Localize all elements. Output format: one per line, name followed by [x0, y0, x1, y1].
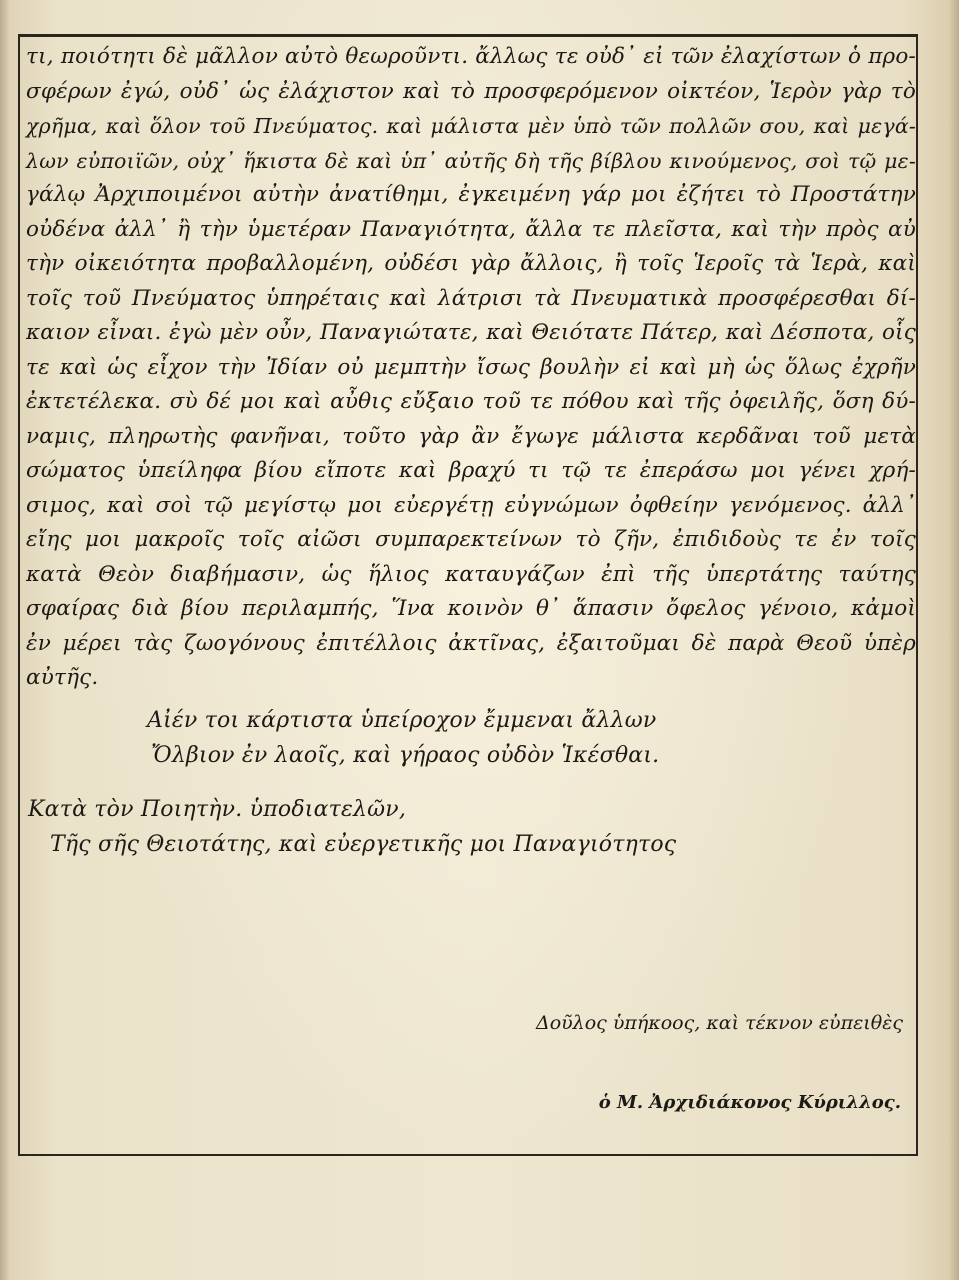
verse-line: Αἰέν τοι κάρτιστα ὑπείροχον ἔμμεναι ἄλλων — [147, 708, 657, 733]
text-line: εἴης μοι μακροῖς τοῖς αἰῶσι συμπαρεκτείνων τὸ ζῆν, ἐπιδιδοὺς τε ἐν τοῖς — [26, 527, 916, 552]
text-line: σιμος, καὶ σοὶ τῷ μεγίστῳ μοι εὐεργέτῃ εὐγνώμων ὀφθείην γενόμενος. ἀλλ᾽ — [26, 492, 916, 518]
text-line: σώματος ὑπείληφα βίου εἴποτε καὶ βραχύ τι τῷ τε ἐπεράσω μοι γένει χρή- — [26, 458, 916, 483]
verse-quotation — [147, 704, 707, 773]
text-line: ἐκτετέλεκα. σὺ δέ μοι καὶ αὖθις εὔξαιο τοῦ τε πόθου καὶ τῆς ὀφειλῆς, ὅση δύ- — [26, 389, 916, 414]
signature-line: ὁ Μ. Ἀρχιδιάκονος Κύριλλος. — [598, 1092, 901, 1113]
verse-line: Ὄλβιον ἐν λαοῖς, καὶ γήραος οὐδὸν Ἱκέσθαι. — [151, 742, 660, 768]
text-line: τοῖς τοῦ Πνεύματος ὑπηρέταις καὶ λάτρισι τὰ Πνευματικὰ προσφέρεσθαι δί- — [26, 285, 916, 311]
text-line: τε καὶ ὡς εἶχον τὴν Ἰδίαν οὐ μεμπτὴν ἴσως βουλὴν εἰ καὶ μὴ ὡς ὅλως ἐχρῆν — [26, 354, 916, 380]
text-line: χρῆμα, καὶ ὅλον τοῦ Πνεύματος. καὶ μάλιστα μὲν ὑπὸ τῶν πολλῶν σου, καὶ μεγά- — [26, 114, 916, 138]
page-edge-shadow-right — [949, 0, 959, 1280]
dedication-paragraph — [26, 40, 916, 696]
text-line: ναμις, πληρωτὴς φανῆναι, τοῦτο γὰρ ἂν ἔγωγε μάλιστα κερδᾶναι τοῦ μετὰ — [26, 423, 916, 449]
closing-line: Τῆς σῆς Θειοτάτης, καὶ εὐεργετικῆς μοι Παναγιότητος — [50, 831, 677, 857]
subscription-line: Δοῦλος ὑπήκοος, καὶ τέκνον εὐπειθὲς — [535, 1012, 903, 1034]
text-line: τὴν οἰκειότητα προβαλλομένη, οὐδέσι γὰρ ἄλλοις, ἢ τοῖς Ἱεροῖς τὰ Ἱερὰ, καὶ — [26, 251, 916, 276]
text-line: καιον εἶναι. ἐγὼ μὲν οὖν, Παναγιώτατε, καὶ Θειότατε Πάτερ, καὶ Δέσποτα, οἷς — [26, 320, 916, 345]
closing-line: Κατὰ τὸν Ποιητὴν. ὑποδιατελῶν, — [28, 797, 407, 822]
closing-formula — [28, 793, 908, 862]
page-edge-shadow-left — [0, 0, 10, 1280]
text-line: γάλῳ Ἀρχιποιμένοι αὐτὴν ἀνατίθημι, ἐγκειμένη γάρ μοι ἐζήτει τὸ Προστάτην — [26, 182, 916, 207]
text-line: κατὰ Θεὸν διαβήμασιν, ὡς ἥλιος καταυγάζων ἐπὶ τῆς ὑπερτάτης ταύτης — [26, 561, 916, 587]
text-line: σφαίρας διὰ βίου περιλαμπής, Ἵνα κοινὸν θ᾽ ἅπασιν ὄφελος γένοιο, κἀμοὶ — [26, 596, 916, 621]
text-line: τι, ποιότητι δὲ μᾶλλον αὐτὸ θεωροῦντι. ἄλλως τε οὐδ᾽ εἰ τῶν ἐλαχίστων ὁ προ- — [26, 44, 916, 69]
text-line: οὐδένα ἀλλ᾽ ἢ τὴν ὑμετέραν Παναγιότητα, ἄλλα τε πλεῖστα, καὶ τὴν πρὸς αὐ — [26, 216, 916, 242]
text-line: αὐτῆς. — [26, 665, 99, 690]
text-line: σφέρων ἐγώ, οὐδ᾽ ὡς ἐλάχιστον καὶ τὸ προσφερόμενον οἰκτέον, Ἱερὸν γὰρ τὸ — [26, 78, 916, 104]
text-line: λων εὐποιϊῶν, οὐχ᾽ ἥκιστα δὲ καὶ ὑπ᾽ αὐτῆς δὴ τῆς βίβλου κινούμενος, σοὶ τῷ με- — [26, 148, 916, 173]
text-line: ἐν μέρει τὰς ζωογόνους ἐπιτέλλοις ἀκτῖνας, ἐξαιτοῦμαι δὲ παρὰ Θεοῦ ὑπὲρ — [26, 630, 916, 656]
